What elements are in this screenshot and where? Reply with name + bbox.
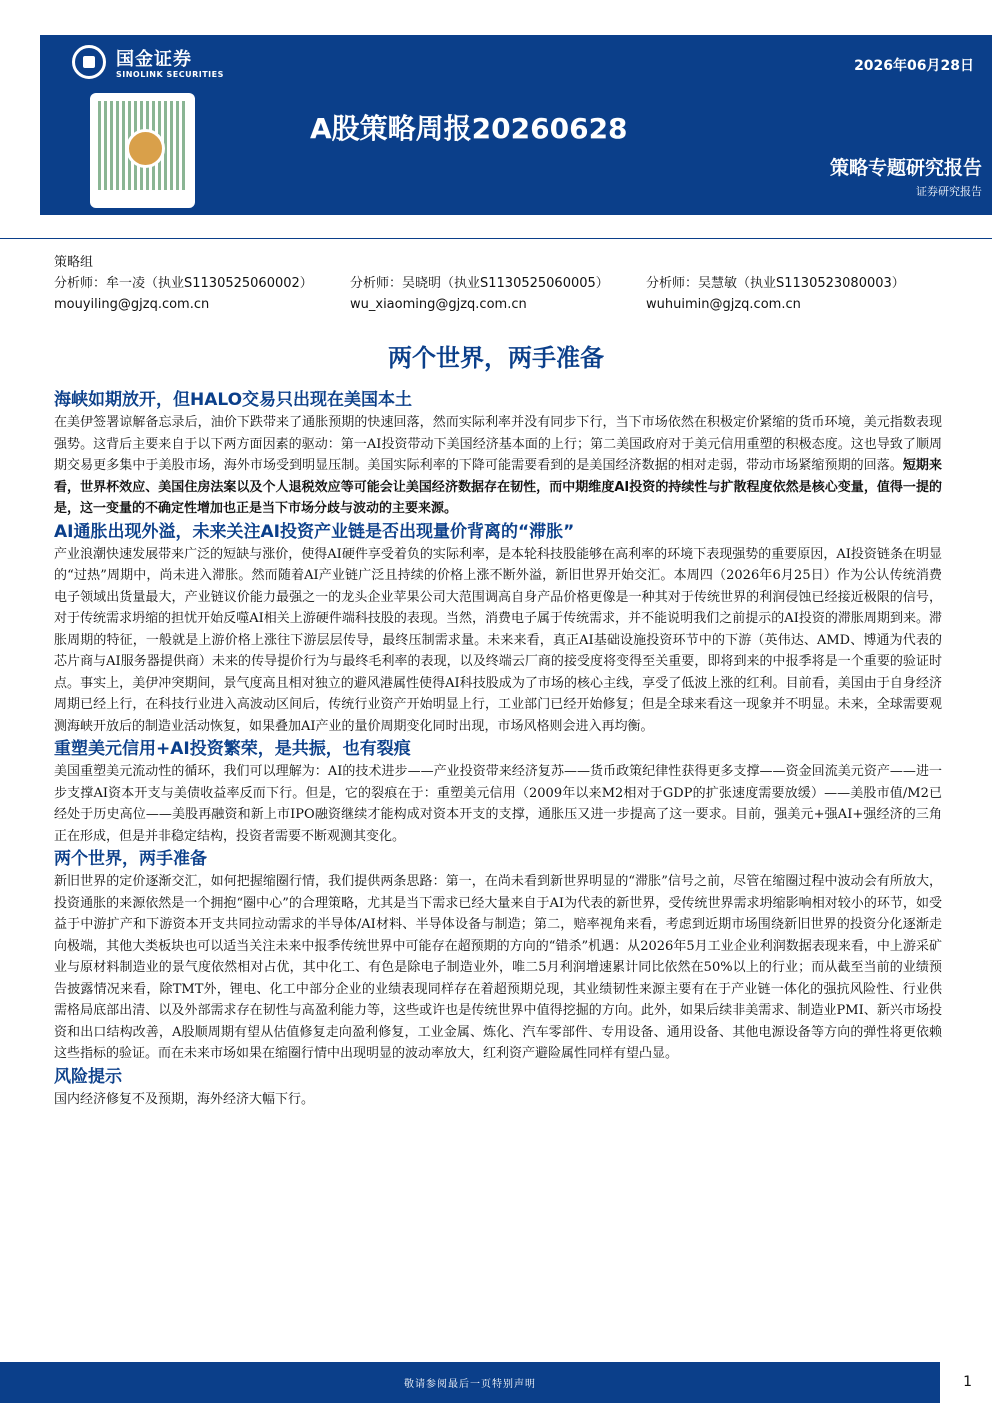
report-body xyxy=(54,388,942,1110)
section-paragraph: 新旧世界的定价逐渐交汇，如何把握缩圈行情，我们提供两条思路：第一，在尚未看到新世界明显的“滞胀”信号之前，尽管在缩圈过程中波动会有所放大，投资通胀的来源依然是一个拥抱“圈中心”的合理策略，尤其是当下需求已经大量来自于AI为代表的新世界，受传统世界需求坍缩影响相对较小的环节，如受益于中游扩产和下游资本开支共同拉动需求的半导体/AI材料、半导体设备与制造；第二，赔率视角来看，考虑到近期市场围绕新旧世界的投资分化逐渐走向极端，其他大类板块也可以适当关注未来中报季传统世界中可能存在超预期的方向的“错杀”机遇：从2026年5月工业企业利润数据表现来看，中上游采矿业与原材料制造业的景气度依然相对占优，其中化工、有色是除电子制造业外，唯二5月利润增速累计同比依然在50%以上的行业；而从截至当前的业绩预告披露情况来看，除TMT外，锂电、化工中部分企业的业绩表现同样存在着超预期兑现，其业绩韧性来源主要有在于产业链一体化的强抗风险性、行业供需格局底部出清、以及外部需求存在韧性与高盈利能力等，这些或许也是传统世界中值得挖掘的方向。此外，如果后续非美需求、制造业PMI、新兴市场投资和出口结构改善，A股顺周期有望从估值修复走向盈利修复，工业金属、炼化、汽车零部件、专用设备、通用设备、其他电源设备等方向的弹性将更依赖这些指标的验证。而在未来市场如果在缩圈行情中出现明显的波动率放大，红利资产避险属性同样有望凸显。 xyxy=(54,874,942,1061)
qr-code-icon xyxy=(90,93,195,208)
section-paragraph: 产业浪潮快速发展带来广泛的短缺与涨价，使得AI硬件享受着负的实际利率，是本轮科技股能够在高利率的环境下表现强势的重要原因，AI投资链条在明显的“过热”周期中，尚未进入滞胀。然而随着AI产业链广泛且持续的价格上涨不断外溢，新旧世界开始交汇。本周四（2026年6月25日）作为公认传统消费电子领域出货量最大，产业链议价能力最强之一的龙头企业苹果公司大范围调高自身产品价格更像是一种其对于传统世界的利润侵蚀已经接近极限的信号，对于传统需求坍缩的担忧开始反噬AI相关上游硬件端科技股的表现。当然，消费电子属于传统需求，并不能说明我们之前提示的AI投资的滞胀周期到来。滞胀周期的特征，一般就是上游价格上涨往下游层层传导，最终压制需求量。未来来看，真正AI基础设施投资环节中的下游（英伟达、AMD、博通为代表的芯片商与AI服务器提供商）未来的传导提价行为与最终毛利率的表现，以及终端云厂商的接受度将变得至关重要，即将到来的中报季将是一个重要的验证时点。事实上，美伊冲突期间，景气度高且相对独立的避风港属性使得AI科技股成为了市场的核心主线，享受了低波上涨的红利。目前看，美国由于自身经济周期已经上行，在科技行业进入高波动区间后，传统行业资产开始明显上行，工业部门已经开始修复；但是全球来看这一现象并不明显。未来，全球需要观测海峡开放后的制造业活动恢复，如果叠加AI产业的量价周期变化同时出现，市场风格则会进入再均衡。 xyxy=(54,546,942,734)
section-heading: 重塑美元信用+AI投资繁荣，是共振，也有裂痕 xyxy=(54,739,411,759)
analyst-email: wuhuimin@gjzq.com.cn xyxy=(646,297,801,312)
section-paragraph: 美国重塑美元流动性的循环，我们可以理解为：AI的技术进步——产业投资带来经济复苏——货币政策纪律性获得更多支撑——资金回流美元资产——进一步支撑AI资本开支与美债收益率反而下行。但是，它的裂痕在于：重塑美元信用（2009年以来M2相对于GDP的扩张速度需要放缓）——美股市值/M2已经处于历史高位——美股再融资和新上市IPO融资继续才能构成对资本开支的支撑，通胀压又进一步提高了这一要求。目前，强美元+强AI+强经济的三角正在形成，但是并非稳定结构，投资者需要不断观测其变化。 xyxy=(54,764,942,844)
analyst-name: 分析师：吴慧敏（执业S1130523080003） xyxy=(646,276,905,291)
analyst-name: 分析师：吴晓明（执业S1130525060005） xyxy=(350,276,609,291)
analyst-name: 分析师：牟一凌（执业S1130525060002） xyxy=(54,276,313,291)
analyst-1 xyxy=(54,273,313,315)
analyst-3 xyxy=(646,273,905,315)
analyst-2 xyxy=(350,273,609,315)
section-heading: 海峡如期放开，但HALO交易只出现在美国本土 xyxy=(54,390,413,410)
company-logo xyxy=(72,43,262,83)
divider xyxy=(0,238,992,239)
report-date: 2026年06月28日 xyxy=(854,58,974,74)
report-subtype: 证券研究报告 xyxy=(916,185,982,198)
team-label: 策略组 xyxy=(54,255,94,270)
section-paragraph: 国内经济修复不及预期，海外经济大幅下行。 xyxy=(54,1091,315,1107)
bold-conclusion: 短期来看，世界杯效应、美国住房法案以及个人退税效应等可能会让美国经济数据存在韧性，而中期维度AI投资的持续性与扩散程度依然是核心变量，值得一提的是，这一变量的不确定性增加也正是当下市场分歧与波动的主要来源。 xyxy=(54,458,942,516)
header-banner xyxy=(40,35,992,215)
logo-mark-icon xyxy=(72,45,106,79)
analyst-email: mouyiling@gjzq.com.cn xyxy=(54,297,210,312)
disclaimer-note: 敬请参阅最后一页特别声明 xyxy=(404,1379,536,1390)
headline: 两个世界，两手准备 xyxy=(388,344,604,372)
analyst-email: wu_xiaoming@gjzq.com.cn xyxy=(350,297,527,312)
section-paragraph: 在美伊签署谅解备忘录后，油价下跌带来了通胀预期的快速回落，然而实际利率并没有同步下行，当下市场依然在积极定价紧缩的货币环境，美元指数表现强势。这背后主要来自于以下两方面因素的驱动：第一AI投资带动下美国经济基本面的上行；第二美国政府对于美元信用重塑的积极态度。这也导致了顺周期交易更多集中于美股市场，海外市场受到明显压制。美国实际利率的下降可能需要看到的是美国经济数据的相对走弱，带动市场紧缩预期的回落。短期来看，世界杯效应、美国住房法案以及个人退税效应等可能会让美国经济数据存在韧性，而中期维度AI投资的持续性与扩散程度依然是核心变量，值得一提的是，这一变量的不确定性增加也正是当下市场分歧与波动的主要来源。 xyxy=(54,415,942,516)
page-number: 1 xyxy=(963,1374,972,1390)
page-footer xyxy=(0,1362,992,1403)
section-heading: AI通胀出现外溢，未来关注AI投资产业链是否出现量价背离的“滞胀” xyxy=(54,521,575,542)
section-heading: 风险提示 xyxy=(54,1066,122,1087)
report-type: 策略专题研究报告 xyxy=(829,157,982,179)
section-heading: 两个世界，两手准备 xyxy=(54,849,207,869)
footer-bar xyxy=(0,1362,940,1403)
logo-cn: 国金证券 xyxy=(116,49,192,70)
logo-en: SINOLINK SECURITIES xyxy=(116,70,224,79)
report-title: A股策略周报20260628 xyxy=(310,112,628,145)
